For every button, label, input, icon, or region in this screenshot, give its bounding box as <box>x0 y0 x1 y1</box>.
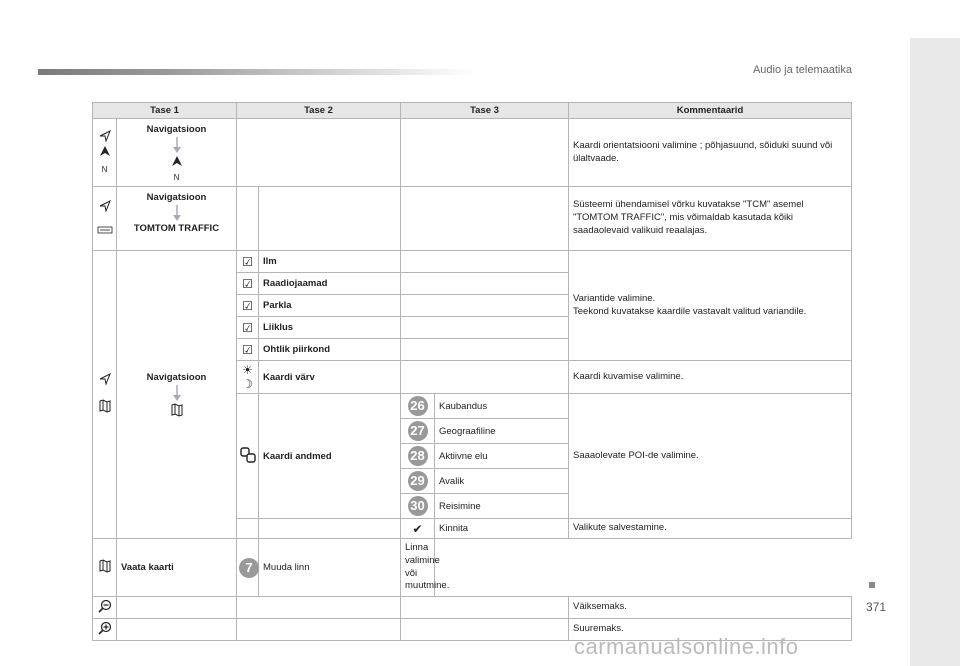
number-cell <box>401 419 435 444</box>
level1-cell <box>117 119 237 187</box>
empty-cell <box>237 619 401 641</box>
north-letter: N <box>101 165 108 174</box>
poi-label: Aktiivne elu <box>435 444 569 469</box>
checkbox-icon-cell <box>237 339 259 361</box>
page-marker <box>869 582 875 588</box>
checkbox-icon-cell <box>237 251 259 273</box>
comment-cell: Väiksemaks. <box>569 597 852 619</box>
option-label: Kaardi värv <box>259 361 401 394</box>
section-title: Audio ja telemaatika <box>752 64 852 76</box>
north-arrow-icon <box>171 161 183 172</box>
empty-cell <box>237 187 259 251</box>
icon-cell <box>93 619 117 641</box>
empty-cell <box>401 187 569 251</box>
number-cell <box>401 469 435 494</box>
number-badge: 29 <box>408 471 428 491</box>
checkbox-icon: ☑ <box>242 320 253 335</box>
icon-cell <box>93 251 117 539</box>
empty-cell <box>117 597 237 619</box>
header-level-3: Tase 3 <box>401 103 569 119</box>
number-cell <box>401 494 435 519</box>
checkbox-icon-cell <box>237 273 259 295</box>
table-row <box>93 539 852 597</box>
number-badge: 26 <box>408 396 428 416</box>
header-gradient-bar <box>38 69 478 75</box>
watermark: carmanualsonline.info <box>574 634 799 659</box>
level1-sublabel: TOMTOM TRAFFIC <box>133 223 220 234</box>
option-label: Vaata kaarti <box>117 539 237 597</box>
option-label: Ohtlik piirkond <box>259 339 401 361</box>
icon-cell <box>93 119 117 187</box>
poi-label: Kaubandus <box>435 394 569 419</box>
day-night-icon-cell <box>237 361 259 394</box>
level1-cell <box>117 187 237 251</box>
table-row <box>93 119 852 187</box>
checkbox-icon: ☑ <box>242 254 253 269</box>
navigation-icon <box>99 377 111 388</box>
option-label: Ilm <box>259 251 401 273</box>
table-row <box>93 597 852 619</box>
option-label: Raadiojaamad <box>259 273 401 295</box>
empty-cell <box>259 187 401 251</box>
page-number: 371 <box>866 600 887 614</box>
traffic-icon <box>97 226 113 237</box>
empty-cell <box>401 295 569 317</box>
empty-cell <box>401 273 569 295</box>
empty-cell <box>401 339 569 361</box>
poi-icon-cell <box>237 394 259 519</box>
empty-cell <box>237 119 401 187</box>
number-badge: 28 <box>408 446 428 466</box>
comment-cell: Kaardi orientatsiooni valimine ; põhjasuund, sõiduki suund või ülaltvaade. <box>569 119 852 187</box>
options-comment-1: Variantide valimine. <box>573 292 656 304</box>
number-cell <box>401 444 435 469</box>
comment-cell: Suuremaks. <box>569 619 852 641</box>
header-level-1: Tase 1 <box>93 103 237 119</box>
confirm-label: Kinnita <box>435 519 569 539</box>
level1-label: Navigatsioon <box>146 192 207 203</box>
navigation-icon <box>99 204 111 215</box>
empty-cell <box>401 119 569 187</box>
number-cell <box>237 539 259 597</box>
comment-cell <box>569 251 852 361</box>
empty-cell <box>401 597 569 619</box>
empty-cell <box>237 597 401 619</box>
empty-cell <box>401 361 569 394</box>
poi-label: Geograafiline <box>435 419 569 444</box>
zoom-out-icon <box>98 605 112 616</box>
change-city-label: Muuda linn <box>259 539 401 597</box>
option-label: Liiklus <box>259 317 401 339</box>
empty-cell <box>401 619 569 641</box>
map-icon-cell <box>93 539 117 597</box>
comment-cell: Saaaolevate POI-de valimine. <box>569 394 852 519</box>
down-arrow-icon <box>173 137 181 153</box>
empty-cell <box>237 519 259 539</box>
down-arrow-icon <box>173 205 181 221</box>
empty-cell <box>401 251 569 273</box>
map-icon <box>170 409 184 420</box>
north-letter: N <box>173 173 180 182</box>
checkmark-cell <box>401 519 435 539</box>
table-row <box>93 619 852 641</box>
option-label: Kaardi andmed <box>259 394 401 519</box>
empty-cell <box>259 519 401 539</box>
poi-label: Avalik <box>435 469 569 494</box>
level1-cell <box>117 251 237 539</box>
comment-cell: Linna valimine või muutmine. <box>401 539 435 597</box>
header-level-2: Tase 2 <box>237 103 401 119</box>
menu-table <box>92 102 852 641</box>
header-comments: Kommentaarid <box>569 103 852 119</box>
down-arrow-icon <box>173 385 181 401</box>
map-icon <box>98 405 112 416</box>
checkmark-icon: ✔ <box>412 521 423 536</box>
table-header-row <box>93 103 852 119</box>
number-badge: 30 <box>408 496 428 516</box>
navigation-icon <box>99 130 111 145</box>
map-icon <box>98 565 112 576</box>
poi-label: Reisimine <box>435 494 569 519</box>
table-row <box>93 251 852 273</box>
comment-cell: Valikute salvestamine. <box>569 519 852 539</box>
options-comment-2: Teekond kuvatakse kaardile vastavalt valitud variandile. <box>573 305 807 317</box>
poi-icon <box>240 455 256 466</box>
checkbox-icon: ☑ <box>242 342 253 357</box>
level1-label: Navigatsioon <box>146 371 207 383</box>
empty-cell <box>117 619 237 641</box>
zoom-in-icon <box>98 627 112 638</box>
checkbox-icon-cell <box>237 295 259 317</box>
table-row <box>93 187 852 251</box>
day-night-icon: ☀☽ <box>242 363 253 391</box>
icon-cell <box>93 597 117 619</box>
icon-cell <box>93 187 117 251</box>
north-arrow-icon <box>99 153 111 164</box>
option-label: Parkla <box>259 295 401 317</box>
number-cell <box>401 394 435 419</box>
checkbox-icon: ☑ <box>242 298 253 313</box>
comment-cell: Süsteemi ühendamisel võrku kuvatakse "TCM" asemel "TOMTOM TRAFFIC", mis võimaldab kasutada kõiki saadaolevaid valikuid reaalajas. <box>569 187 852 251</box>
number-badge: 27 <box>408 421 428 441</box>
comment-cell: Kaardi kuvamise valimine. <box>569 361 852 394</box>
page-sidebar <box>910 38 960 666</box>
checkbox-icon: ☑ <box>242 276 253 291</box>
checkbox-icon-cell <box>237 317 259 339</box>
level1-label: Navigatsioon <box>146 124 207 135</box>
empty-cell <box>401 317 569 339</box>
number-badge: 7 <box>239 558 259 578</box>
